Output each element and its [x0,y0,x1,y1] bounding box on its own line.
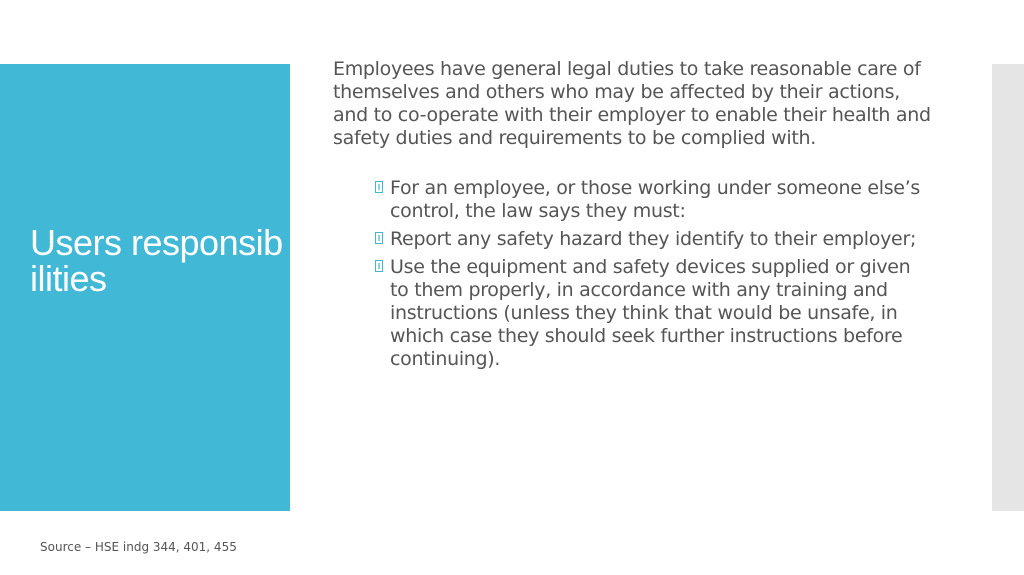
slide-title: Users responsibilities [30,222,283,299]
bullet-item [390,228,933,251]
bullet-list [333,177,933,371]
bullet-icon [375,260,383,272]
bullet-icon [375,232,383,244]
bullet-icon [375,181,383,193]
bullet-text: For an employee, or those working under someone else’s control, the law says they must: [390,177,921,222]
bullet-text: Report any safety hazard they identify to their employer; [390,228,917,250]
source-citation: Source – HSE indg 344, 401, 455 [40,540,237,554]
right-side-bar [992,64,1024,511]
slide-body [333,58,933,376]
bullet-text: Use the equipment and safety devices supplied or given to them properly, in accordance with any training and instructions (unless they think that would be unsafe, in which case they should seek further instructions before continuing). [390,256,911,370]
bullet-item [390,256,933,371]
bullet-item [390,177,933,223]
intro-paragraph: Employees have general legal duties to take reasonable care of themselves and others who may be affected by their actions, and to co-operate with their employer to enable their health and safety duties and requirements to be complied with. [333,58,931,149]
